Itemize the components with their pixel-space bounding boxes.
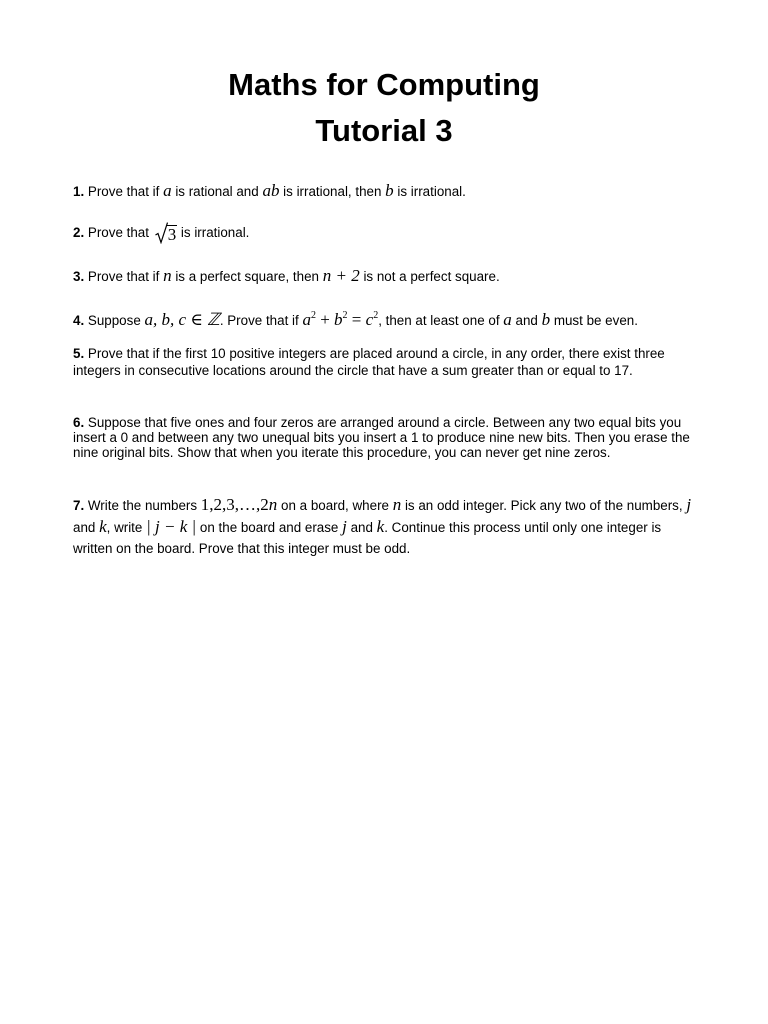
math-a: a xyxy=(163,181,172,200)
problem-number: 7. xyxy=(73,498,85,513)
problem-text: must be even. xyxy=(553,313,638,328)
math-n: n xyxy=(163,266,172,285)
square-root xyxy=(155,225,178,244)
page-subtitle: Tutorial 3 xyxy=(315,113,453,148)
math-c: c xyxy=(365,310,374,329)
problem-text: . Continue this process until only one integer is written on the board. Prove that this integer must be odd. xyxy=(73,520,662,556)
math-k: k xyxy=(99,517,107,536)
problem-text: and xyxy=(350,520,373,535)
problem-text: , then at least one of xyxy=(378,313,500,328)
problem-text: and xyxy=(515,313,538,328)
math-j: j xyxy=(342,517,347,536)
math-k: k xyxy=(376,517,385,536)
math-abs-diff: | j − k | xyxy=(146,517,197,536)
math-a: a xyxy=(503,310,512,329)
math-n: n xyxy=(268,495,278,514)
problem-text: . Prove that if xyxy=(219,313,299,328)
math-set: a, b, c ∈ ℤ xyxy=(144,310,220,329)
problem-text: on a board, where xyxy=(281,498,389,513)
math-n: n xyxy=(392,495,402,514)
exponent: 2 xyxy=(310,310,316,321)
problem-text: is irrational. xyxy=(180,225,250,240)
problem-text: Prove that xyxy=(87,225,149,240)
problem-number: 5. xyxy=(73,346,85,361)
problem-1 xyxy=(73,182,701,200)
problem-text: is irrational. xyxy=(397,184,466,199)
problem-text: Suppose that five ones and four zeros are arranged around a circle. Between any two equal bits you insert a 0 and between any two unequal bits you insert a 1 to produce nine new bits. Then you erase the nine original bits. Show that when you iterate this procedure, you can never get nine zeros. xyxy=(73,415,690,460)
math-b: b xyxy=(385,181,394,200)
problem-text: Prove that if the first 10 positive integers are placed around a circle, in any order, there exist three integers in consecutive locations around the circle that have a sum greater than or equal to 17. xyxy=(73,346,665,378)
math-a: a xyxy=(302,310,311,329)
radicand: 3 xyxy=(167,225,177,244)
problem-text: Prove that if xyxy=(87,184,160,199)
title-block xyxy=(0,66,768,150)
problem-2 xyxy=(73,224,701,244)
problem-text: is irrational, then xyxy=(283,184,382,199)
math-b: b xyxy=(334,310,343,329)
exponent: 2 xyxy=(373,310,379,321)
page-title: Maths for Computing xyxy=(228,67,540,102)
problem-text: is rational and xyxy=(175,184,259,199)
exponent: 2 xyxy=(342,310,348,321)
problem-text: on the board and erase xyxy=(199,520,339,535)
problem-text: is not a perfect square. xyxy=(363,269,500,284)
math-ab: ab xyxy=(262,181,280,200)
math-sequence xyxy=(201,495,278,514)
problem-3 xyxy=(73,267,701,285)
problem-text: Suppose xyxy=(87,313,141,328)
problem-6 xyxy=(73,415,701,460)
math-equation xyxy=(302,310,378,329)
problem-number: 1. xyxy=(73,184,85,199)
problem-text: , write xyxy=(106,520,143,535)
radical-sign-icon xyxy=(155,222,168,244)
problem-number: 3. xyxy=(73,269,85,284)
math-b: b xyxy=(541,310,551,329)
equals-sign: = xyxy=(351,310,362,329)
problem-number: 4. xyxy=(73,313,85,328)
math-j: j xyxy=(686,495,692,514)
problem-text: is an odd integer. Pick any two of the numbers, xyxy=(404,498,683,513)
problem-text: Write the numbers xyxy=(87,498,198,513)
problem-5 xyxy=(73,345,701,379)
problem-text: is a perfect square, then xyxy=(175,269,319,284)
problem-text: Prove that if xyxy=(87,269,160,284)
math-n-plus-2: n + 2 xyxy=(322,266,360,285)
problem-number: 2. xyxy=(73,225,85,240)
plus-sign: + xyxy=(320,310,330,329)
sequence-values: 1,2,3,…,2 xyxy=(200,495,269,514)
problem-number: 6. xyxy=(73,415,85,430)
problem-7 xyxy=(73,494,701,559)
problem-4 xyxy=(73,307,701,329)
problem-text: and xyxy=(73,520,96,535)
